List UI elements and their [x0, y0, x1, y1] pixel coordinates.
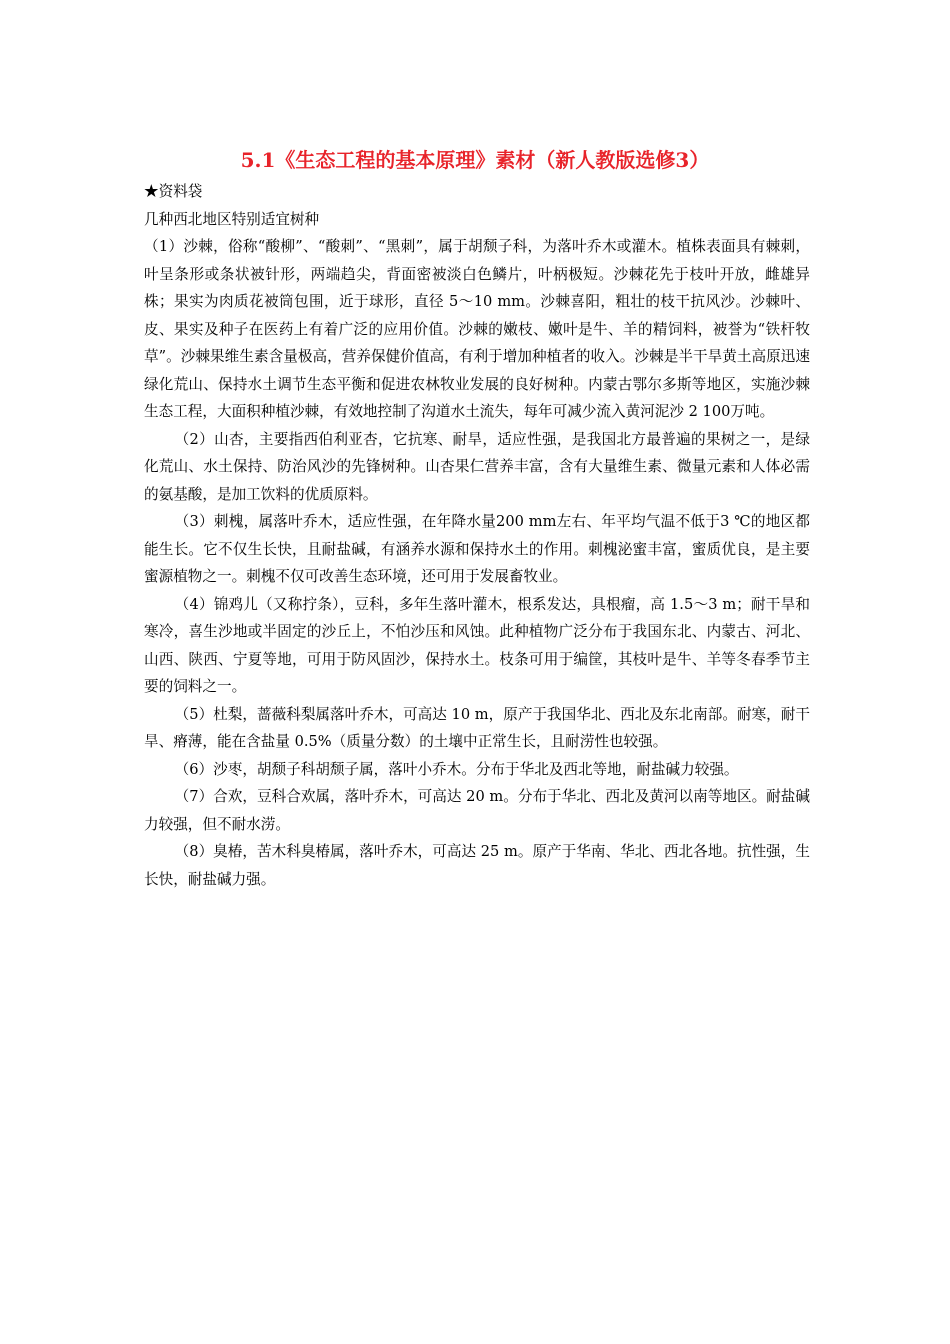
paragraph-4: （4）锦鸡儿（又称拧条），豆科，多年生落叶灌木，根系发达，具根瘤，高 1.5～3 m；耐干旱和寒冷，喜生沙地或半固定的沙丘上，不怕沙压和风蚀。此种植物广泛分布于我国东北、内蒙古、河北、山西、陕西、宁夏等地，可用于防风固沙，保持水土。枝条可用于编筐，其枝叶是牛、羊等冬春季节主要的饲料之一。: [144, 595, 810, 695]
paragraph-2: （2）山杏，主要指西伯利亚杏，它抗寒、耐旱，适应性强，是我国北方最普遍的果树之一，是绿化荒山、水土保持、防治风沙的先锋树种。山杏果仁营养丰富，含有大量维生素、微量元素和人体必需的氨基酸，是加工饮料的优质原料。: [144, 430, 810, 503]
section-label: ★资料袋: [144, 183, 203, 200]
paragraph-7: （7）合欢，豆科合欢属，落叶乔木，可高达 20 m。分布于华北、西北及黄河以南等地区。耐盐碱力较强，但不耐水涝。: [144, 788, 810, 833]
paragraph-1: （1）沙棘，俗称“酸柳”、“酸刺”、“黑刺”，属于胡颓子科，为落叶乔木或灌木。植株表面具有棘刺，叶呈条形或条状被针形，两端趋尖，背面密被淡白色鳞片，叶柄极短。沙棘花先于枝叶开放，雌雄异株；果实为肉质花被筒包围，近于球形，直径 5～10 mm。沙棘喜阳，粗壮的枝干抗风沙。沙棘叶、皮、果实及种子在医药上有着广泛的应用价值。沙棘的嫩枝、嫩叶是牛、羊的精饲料，被誉为“铁杆牧草”。沙棘果维生素含量极高，营养保健价值高，有利于增加种植者的收入。沙棘是半干旱黄土高原迅速绿化荒山、保持水土调节生态平衡和促进农林牧业发展的良好树种。内蒙古鄂尔多斯等地区，实施沙棘生态工程，大面积种植沙棘，有效地控制了沟道水土流失，每年可减少流入黄河泥沙 2 100万吨。: [144, 238, 810, 420]
paragraph-6: （6）沙枣，胡颓子科胡颓子属，落叶小乔木。分布于华北及西北等地，耐盐碱力较强。: [174, 760, 739, 778]
section-subtitle: 几种西北地区特别适宜树种: [144, 210, 320, 228]
paragraph-8: （8）臭椿，苦木科臭椿属，落叶乔木，可高达 25 m。原产于华南、华北、西北各地。抗性强，生长快，耐盐碱力强。: [144, 843, 810, 888]
document-body: [144, 178, 810, 893]
paragraph-5: （5）杜梨，蔷薇科梨属落叶乔木，可高达 10 m，原产于我国华北、西北及东北南部。耐寒，耐干旱、瘠薄，能在含盐量 0.5%（质量分数）的土壤中正常生长，且耐涝性也较强。: [144, 705, 810, 750]
paragraph-3: （3）刺槐，属落叶乔木，适应性强，在年降水量200 mm左右、年平均气温不低于3 ℃的地区都能生长。它不仅生长快，且耐盐碱，有涵养水源和保持水土的作用。刺槐泌蜜丰富，蜜质优良，是主要蜜源植物之一。刺槐不仅可改善生态环境，还可用于发展畜牧业。: [144, 513, 810, 585]
document-title: 5.1《生态工程的基本原理》素材（新人教版选修3）: [240, 148, 710, 172]
